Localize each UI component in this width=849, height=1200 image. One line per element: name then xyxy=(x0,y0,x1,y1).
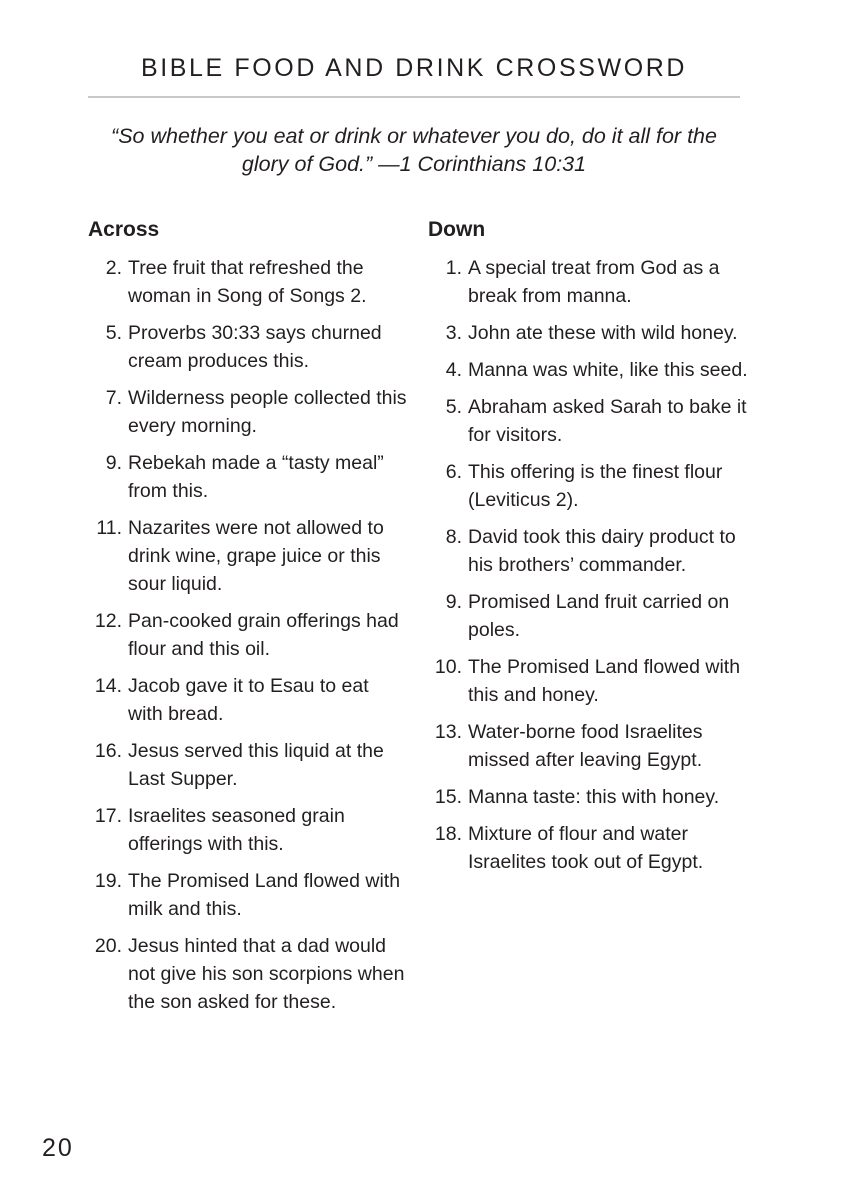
clue-number: 10. xyxy=(434,656,462,678)
down-heading: Down xyxy=(428,218,486,241)
clue-number: 19. xyxy=(94,870,122,892)
down-clue xyxy=(428,319,748,347)
title-divider xyxy=(88,96,740,98)
page-number: 20 xyxy=(42,1134,74,1162)
clue-number: 13. xyxy=(434,721,462,743)
across-heading: Across xyxy=(88,218,160,241)
clue-text: Promised Land fruit carried on poles. xyxy=(468,591,730,641)
clue-text: Jesus hinted that a dad would not give his son scorpions when the son asked for these. xyxy=(128,935,405,1013)
clue-number: 11. xyxy=(96,517,122,539)
clue-number: 20. xyxy=(94,935,122,957)
across-clue xyxy=(88,607,408,663)
down-clue xyxy=(428,356,748,384)
across-clue xyxy=(88,449,408,505)
clue-text: David took this dairy product to his brothers’ commander. xyxy=(468,526,736,576)
clue-text: John ate these with wild honey. xyxy=(468,322,738,344)
clue-number: 5. xyxy=(445,396,462,418)
clue-number: 2. xyxy=(105,257,122,279)
clue-text: Jacob gave it to Esau to eat with bread. xyxy=(128,675,369,725)
clue-number: 17. xyxy=(94,805,122,827)
across-clue-list xyxy=(88,254,408,1016)
clue-number: 1. xyxy=(445,257,462,279)
across-clue xyxy=(88,932,408,1016)
across-clue xyxy=(88,802,408,858)
clue-number: 18. xyxy=(434,823,462,845)
clue-text: Tree fruit that refreshed the woman in Song of Songs 2. xyxy=(128,257,367,307)
clue-text: Wilderness people collected this every morning. xyxy=(128,387,407,437)
clue-text: The Promised Land flowed with milk and this. xyxy=(128,870,401,920)
down-clue xyxy=(428,783,748,811)
down-clue xyxy=(428,588,748,644)
clue-text: Abraham asked Sarah to bake it for visitors. xyxy=(468,396,747,446)
clue-text: Nazarites were not allowed to drink wine, grape juice or this sour liquid. xyxy=(128,517,384,595)
clue-number: 14. xyxy=(94,675,122,697)
clue-text: Israelites seasoned grain offerings with this. xyxy=(128,805,345,855)
down-clue xyxy=(428,653,748,709)
clue-text: Pan-cooked grain offerings had flour and this oil. xyxy=(128,610,399,660)
across-clue xyxy=(88,867,408,923)
down-clue xyxy=(428,458,748,514)
clue-number: 7. xyxy=(105,387,122,409)
across-clue xyxy=(88,514,408,598)
clue-number: 12. xyxy=(94,610,122,632)
clue-number: 9. xyxy=(445,591,462,613)
clue-number: 15. xyxy=(434,786,462,808)
clue-text: Manna was white, like this seed. xyxy=(468,359,748,381)
clue-text: Water-borne food Israelites missed after leaving Egypt. xyxy=(468,721,703,771)
across-clue xyxy=(88,672,408,728)
across-clue xyxy=(88,737,408,793)
clue-number: 3. xyxy=(445,322,462,344)
clue-text: Manna taste: this with honey. xyxy=(468,786,720,808)
clue-text: A special treat from God as a break from manna. xyxy=(468,257,720,307)
clue-text: The Promised Land flowed with this and honey. xyxy=(468,656,741,706)
clue-text: This offering is the finest flour (Leviticus 2). xyxy=(468,461,723,511)
clue-number: 6. xyxy=(445,461,462,483)
clue-number: 5. xyxy=(105,322,122,344)
down-clue xyxy=(428,254,748,310)
scripture-quote: “So whether you eat or drink or whatever you do, do it all for the glory of God.” —1 Corinthians 10:31 xyxy=(111,124,717,176)
clue-text: Jesus served this liquid at the Last Supper. xyxy=(128,740,384,790)
clue-number: 8. xyxy=(445,526,462,548)
clue-text: Rebekah made a “tasty meal” from this. xyxy=(128,452,384,502)
down-clue xyxy=(428,523,748,579)
clue-text: Proverbs 30:33 says churned cream produces this. xyxy=(128,322,382,372)
clue-number: 16. xyxy=(94,740,122,762)
across-clue xyxy=(88,319,408,375)
across-clue xyxy=(88,254,408,310)
down-clue xyxy=(428,393,748,449)
across-clue xyxy=(88,384,408,440)
page-title: BIBLE FOOD AND DRINK CROSSWORD xyxy=(140,54,688,82)
across-column xyxy=(88,215,408,1025)
down-column xyxy=(428,215,748,885)
clue-number: 9. xyxy=(105,452,122,474)
down-clue xyxy=(428,820,748,876)
clue-number: 4. xyxy=(445,359,462,381)
down-clue xyxy=(428,718,748,774)
down-clue-list xyxy=(428,254,748,876)
clue-text: Mixture of flour and water Israelites took out of Egypt. xyxy=(468,823,704,873)
